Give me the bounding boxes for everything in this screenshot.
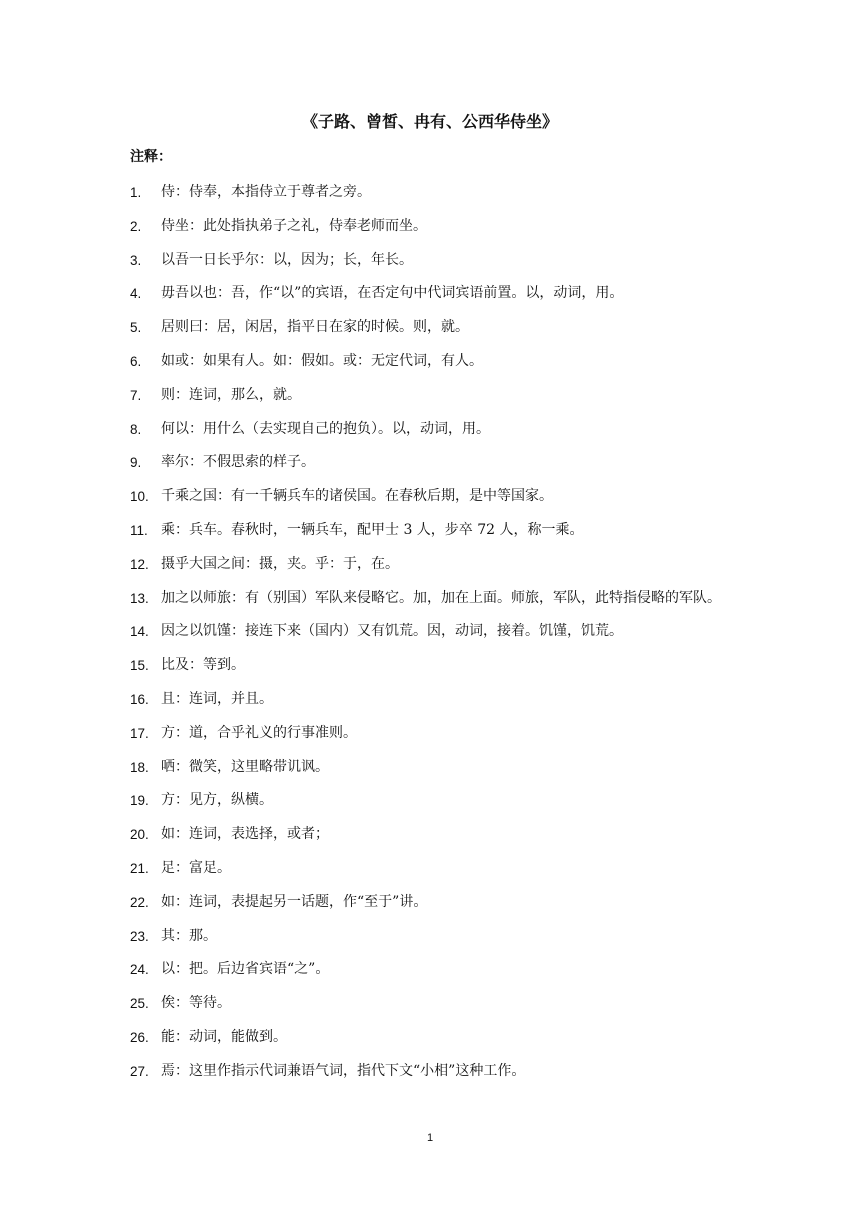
note-number: 16. — [130, 691, 149, 707]
note-item — [0, 953, 860, 987]
note-number: 10. — [130, 489, 149, 505]
note-number: 25. — [130, 996, 149, 1012]
note-item — [0, 379, 860, 413]
note-text: 其：那。 — [161, 927, 217, 944]
note-item — [0, 751, 860, 785]
note-item — [0, 176, 860, 210]
note-text: 加之以师旅：有（别国）军队来侵略它。加，加在上面。师旅，军队，此特指侵略的军队。 — [161, 589, 721, 606]
note-text: 比及：等到。 — [161, 657, 245, 674]
note-text: 侍：侍奉，本指侍立于尊者之旁。 — [161, 184, 371, 200]
note-item — [0, 582, 860, 616]
note-number: 1. — [130, 185, 142, 200]
note-item — [0, 1021, 860, 1055]
note-item — [0, 987, 860, 1021]
note-text: 方：见方，纵横。 — [161, 792, 273, 809]
note-text: 千乘之国：有一千辆兵车的诸侯国。在春秋后期，是中等国家。 — [161, 488, 553, 505]
note-text: 居则曰：居，闲居，指平日在家的时候。则，就。 — [161, 319, 469, 336]
note-text: 以吾一日长乎尔：以，因为；长，年长。 — [161, 251, 413, 268]
note-text: 能：动词，能做到。 — [161, 1028, 287, 1045]
note-number: 13. — [130, 590, 149, 606]
note-item — [0, 277, 860, 311]
note-number: 6. — [130, 353, 142, 369]
note-number: 3. — [130, 252, 142, 268]
note-number: 4. — [130, 286, 142, 302]
note-text: 摄乎大国之间：摄，夹。乎：于，在。 — [161, 555, 399, 572]
note-text: 哂：微笑，这里略带讥讽。 — [161, 758, 329, 775]
note-text: 如：连词，表提起另一话题，作“至于”讲。 — [161, 893, 428, 910]
note-text: 以：把。后边省宾语“之”。 — [161, 961, 330, 978]
note-number: 17. — [130, 725, 149, 741]
note-item — [0, 886, 860, 920]
note-item — [0, 683, 860, 717]
note-text: 俟：等待。 — [161, 995, 231, 1012]
document-title: 《子路、曾皙、冉有、公西华侍坐》 — [301, 112, 558, 131]
note-text: 焉：这里作指示代词兼语气词，指代下文“小相”这种工作。 — [161, 1062, 526, 1079]
note-text: 如：连词，表选择，或者； — [161, 826, 329, 843]
note-text: 乘：兵车。春秋时，一辆兵车，配甲士 3 人，步卒 72 人，称一乘。 — [161, 521, 584, 538]
note-number: 8. — [130, 421, 142, 437]
note-number: 26. — [130, 1029, 149, 1045]
note-number: 23. — [130, 928, 149, 944]
note-item — [0, 717, 860, 751]
note-number: 9. — [130, 455, 142, 471]
note-item — [0, 852, 860, 886]
notes-heading: 注释： — [130, 149, 172, 165]
note-number: 20. — [130, 827, 149, 843]
note-item — [0, 920, 860, 954]
note-number: 2. — [130, 218, 142, 234]
note-text: 且：连词，并且。 — [161, 690, 273, 707]
note-text: 何以：用什么（去实现自己的抱负）。以，动词，用。 — [161, 420, 490, 437]
note-number: 7. — [130, 387, 142, 403]
page-number: 1 — [426, 1132, 434, 1144]
note-item — [0, 446, 860, 480]
note-item — [0, 818, 860, 852]
note-text: 侍坐：此处指执弟子之礼，侍奉老师而坐。 — [161, 217, 427, 234]
note-number: 18. — [130, 759, 149, 775]
note-number: 21. — [130, 860, 149, 876]
note-text: 如或：如果有人。如：假如。或：无定代词，有人。 — [161, 352, 483, 369]
note-number: 14. — [130, 624, 149, 640]
note-item — [0, 649, 860, 683]
note-item — [0, 548, 860, 582]
note-number: 11. — [130, 522, 148, 538]
note-number: 27. — [130, 1063, 149, 1079]
note-number: 24. — [130, 962, 149, 978]
note-text: 毋吾以也：吾，作“以”的宾语，在否定句中代词宾语前置。以，动词，用。 — [161, 285, 624, 302]
note-item — [0, 345, 860, 379]
note-item — [0, 244, 860, 278]
note-number: 22. — [130, 894, 149, 910]
note-number: 12. — [130, 556, 149, 572]
note-item — [0, 1055, 860, 1089]
note-number: 19. — [130, 793, 149, 809]
note-item — [0, 413, 860, 447]
note-item — [0, 615, 860, 649]
note-item — [0, 311, 860, 345]
note-text: 则：连词，那么，就。 — [161, 386, 301, 403]
note-item — [0, 210, 860, 244]
notes-list — [0, 176, 860, 1089]
note-item — [0, 514, 860, 548]
note-text: 足：富足。 — [161, 859, 231, 876]
note-number: 5. — [130, 320, 142, 336]
note-number: 15. — [130, 658, 149, 674]
note-text: 方：道，合乎礼义的行事准则。 — [161, 724, 357, 741]
note-item — [0, 784, 860, 818]
note-text: 因之以饥馑：接连下来（国内）又有饥荒。因，动词，接着。饥馑，饥荒。 — [161, 623, 623, 640]
note-item — [0, 480, 860, 514]
note-text: 率尔：不假思索的样子。 — [161, 454, 315, 471]
